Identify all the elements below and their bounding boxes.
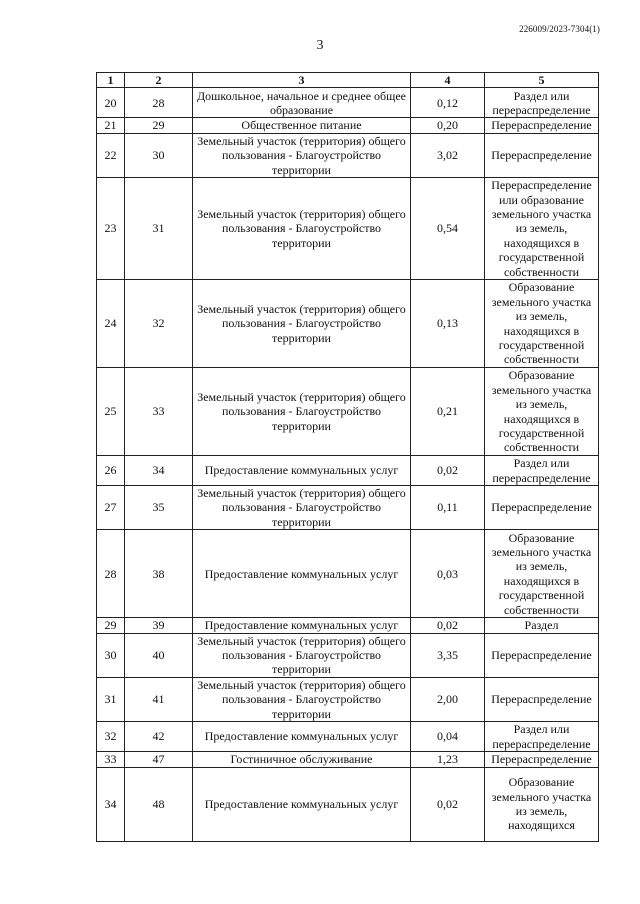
land-use-cell: Общественное питание	[193, 118, 411, 133]
row-number-cell: 33	[97, 752, 125, 767]
land-use-cell: Гостиничное обслуживание	[193, 752, 411, 767]
plot-id-cell: 41	[125, 677, 193, 721]
row-number-cell: 23	[97, 178, 125, 280]
table-row	[97, 280, 599, 368]
row-number-cell: 22	[97, 133, 125, 177]
area-cell: 0,54	[411, 178, 485, 280]
land-use-cell: Земельный участок (территория) общего пользования - Благоустройство территории	[193, 368, 411, 456]
table-row	[97, 368, 599, 456]
formation-method-cell: Образование земельного участка из земель, находящихся	[485, 767, 599, 841]
table-row	[97, 633, 599, 677]
land-use-cell: Предоставление коммунальных услуг	[193, 530, 411, 618]
document-number: 226009/2023-7304(1)	[519, 24, 600, 34]
table-row	[97, 178, 599, 280]
plot-id-cell: 33	[125, 368, 193, 456]
row-number-cell: 25	[97, 368, 125, 456]
area-cell: 2,00	[411, 677, 485, 721]
plot-id-cell: 38	[125, 530, 193, 618]
area-cell: 3,02	[411, 133, 485, 177]
land-use-cell: Земельный участок (территория) общего пользования - Благоустройство территории	[193, 677, 411, 721]
formation-method-cell: Перераспределение	[485, 677, 599, 721]
area-cell: 0,12	[411, 88, 485, 118]
row-number-cell: 26	[97, 456, 125, 486]
formation-method-cell: Раздел	[485, 618, 599, 633]
row-number-cell: 34	[97, 767, 125, 841]
table-header-row	[97, 73, 599, 88]
formation-method-cell: Раздел или перераспределение	[485, 88, 599, 118]
row-number-cell: 29	[97, 618, 125, 633]
formation-method-cell: Перераспределение	[485, 486, 599, 530]
row-number-cell: 32	[97, 722, 125, 752]
plot-id-cell: 39	[125, 618, 193, 633]
land-use-cell: Земельный участок (территория) общего пользования - Благоустройство территории	[193, 633, 411, 677]
plot-id-cell: 42	[125, 722, 193, 752]
plot-id-cell: 47	[125, 752, 193, 767]
formation-method-cell: Перераспределение	[485, 133, 599, 177]
row-number-cell: 20	[97, 88, 125, 118]
formation-method-cell: Раздел или перераспределение	[485, 722, 599, 752]
header-cell-4: 4	[411, 73, 485, 88]
table-body	[97, 88, 599, 841]
plot-id-cell: 40	[125, 633, 193, 677]
plot-id-cell: 30	[125, 133, 193, 177]
area-cell: 0,02	[411, 618, 485, 633]
formation-method-cell: Образование земельного участка из земель, находящихся в государственной собственности	[485, 530, 599, 618]
header-cell-5: 5	[485, 73, 599, 88]
table-row	[97, 530, 599, 618]
land-use-cell: Земельный участок (территория) общего пользования - Благоустройство территории	[193, 486, 411, 530]
row-number-cell: 27	[97, 486, 125, 530]
land-use-cell: Земельный участок (территория) общего пользования - Благоустройство территории	[193, 133, 411, 177]
land-use-cell: Дошкольное, начальное и среднее общее образование	[193, 88, 411, 118]
table-row	[97, 722, 599, 752]
formation-method-cell: Перераспределение	[485, 633, 599, 677]
plot-id-cell: 29	[125, 118, 193, 133]
table-row	[97, 767, 599, 841]
formation-method-cell: Перераспределение	[485, 118, 599, 133]
area-cell: 0,20	[411, 118, 485, 133]
table-row	[97, 456, 599, 486]
page-number: 3	[316, 38, 324, 53]
plot-id-cell: 48	[125, 767, 193, 841]
land-use-cell: Предоставление коммунальных услуг	[193, 767, 411, 841]
land-use-cell: Земельный участок (территория) общего пользования - Благоустройство территории	[193, 280, 411, 368]
plot-id-cell: 34	[125, 456, 193, 486]
formation-method-cell: Раздел или перераспределение	[485, 456, 599, 486]
row-number-cell: 28	[97, 530, 125, 618]
area-cell: 0,11	[411, 486, 485, 530]
table-row	[97, 752, 599, 767]
land-use-cell: Земельный участок (территория) общего пользования - Благоустройство территории	[193, 178, 411, 280]
land-use-cell: Предоставление коммунальных услуг	[193, 456, 411, 486]
area-cell: 3,35	[411, 633, 485, 677]
header-cell-3: 3	[193, 73, 411, 88]
area-cell: 0,03	[411, 530, 485, 618]
plot-id-cell: 28	[125, 88, 193, 118]
area-cell: 0,04	[411, 722, 485, 752]
table-row	[97, 486, 599, 530]
table-row	[97, 88, 599, 118]
row-number-cell: 31	[97, 677, 125, 721]
formation-method-cell: Перераспределение	[485, 752, 599, 767]
header-cell-2: 2	[125, 73, 193, 88]
land-use-cell: Предоставление коммунальных услуг	[193, 722, 411, 752]
row-number-cell: 21	[97, 118, 125, 133]
header-cell-1: 1	[97, 73, 125, 88]
area-cell: 0,13	[411, 280, 485, 368]
formation-method-cell: Образование земельного участка из земель, находящихся в государственной собственности	[485, 368, 599, 456]
row-number-cell: 30	[97, 633, 125, 677]
area-cell: 1,23	[411, 752, 485, 767]
formation-method-cell: Образование земельного участка из земель, находящихся в государственной собственности	[485, 280, 599, 368]
table-row	[97, 118, 599, 133]
area-cell: 0,02	[411, 456, 485, 486]
area-cell: 0,02	[411, 767, 485, 841]
plot-id-cell: 31	[125, 178, 193, 280]
area-cell: 0,21	[411, 368, 485, 456]
plot-id-cell: 32	[125, 280, 193, 368]
land-plots-table	[96, 72, 599, 842]
table-row	[97, 677, 599, 721]
land-use-cell: Предоставление коммунальных услуг	[193, 618, 411, 633]
row-number-cell: 24	[97, 280, 125, 368]
table-row	[97, 133, 599, 177]
table-row	[97, 618, 599, 633]
formation-method-cell: Перераспределение или образование земельного участка из земель, находящихся в государственной собственности	[485, 178, 599, 280]
plot-id-cell: 35	[125, 486, 193, 530]
